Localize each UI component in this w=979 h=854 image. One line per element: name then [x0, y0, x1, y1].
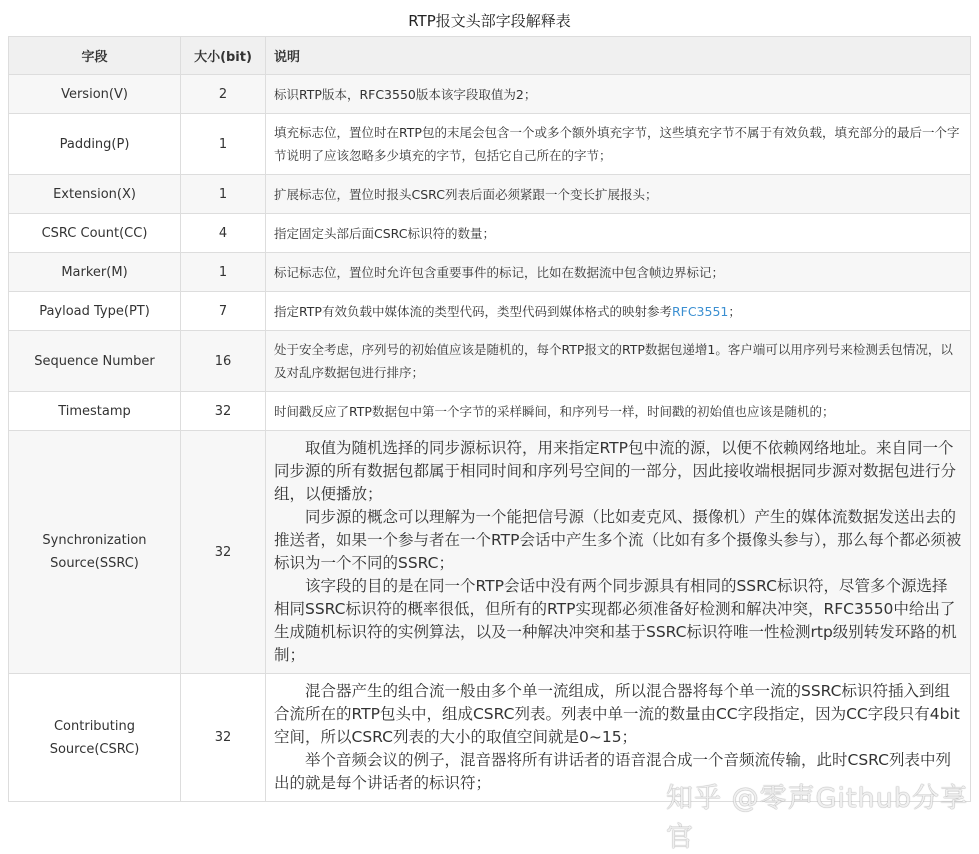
row-size: 32: [181, 431, 266, 674]
row-size: 32: [181, 392, 266, 431]
desc-paragraph: 取值为随机选择的同步源标识符，用来指定RTP包中流的源，以便不依赖网络地址。来自同一个同步源的所有数据包都属于相同时间和序列号空间的一部分，因此接收端根据同步源对数据包进行分组，以便播放；: [274, 439, 957, 503]
row-size: 2: [181, 75, 266, 114]
row-size: 1: [181, 253, 266, 292]
table-row: [9, 392, 971, 431]
row-size: 7: [181, 292, 266, 331]
row-desc: 标记标志位，置位时允许包含重要事件的标记，比如在数据流中包含帧边界标记；: [266, 253, 971, 292]
row-field: Contributing Source(CSRC): [9, 674, 181, 802]
row-desc: 处于安全考虑，序列号的初始值应该是随机的，每个RTP报文的RTP数据包递增1。客户端可以用序列号来检测丢包情况，以及对乱序数据包进行排序；: [266, 331, 971, 392]
row-field: Marker(M): [9, 253, 181, 292]
header-row: [9, 37, 971, 75]
table-row: [9, 431, 971, 674]
table-row: [9, 331, 971, 392]
desc-paragraph: 混合器产生的组合流一般由多个单一流组成，所以混合器将每个单一流的SSRC标识符插入到组合流所在的RTP包头中，组成CSRC列表。列表中单一流的数量由CC字段指定，因为CC字段只有4bit空间，所以CSRC列表的大小的取值空间就是0~15；: [274, 682, 960, 746]
row-desc: [266, 431, 971, 674]
watermark: 知乎 @零声Github分享官: [666, 783, 968, 853]
row-size: 1: [181, 114, 266, 175]
row-field: Version(V): [9, 75, 181, 114]
table-row: [9, 292, 971, 331]
row-size: 32: [181, 674, 266, 802]
row-size: 1: [181, 175, 266, 214]
desc-paragraph: 该字段的目的是在同一个RTP会话中没有两个同步源具有相同的SSRC标识符，尽管多个源选择相同SSRC标识符的概率很低，但所有的RTP实现都必须准备好检测和解决冲突，RFC3550中给出了生成随机标识符的实例算法，以及一种解决冲突和基于SSRC标识符唯一性检测rtp级别转发环路的机制；: [274, 577, 957, 664]
desc-paragraph: 举个音频会议的例子，混音器将所有讲话者的语音混合成一个音频流传输，此时CSRC列表中列出的就是每个讲话者的标识符；: [274, 751, 951, 792]
row-size: 4: [181, 214, 266, 253]
row-field: Timestamp: [9, 392, 181, 431]
desc-end: ；: [728, 303, 741, 319]
row-desc: 指定固定头部后面CSRC标识符的数量；: [266, 214, 971, 253]
rtp-header-table: [8, 36, 971, 802]
table-title: RTP报文头部字段解释表: [408, 12, 571, 30]
row-field: Synchronization Source(SSRC): [9, 431, 181, 674]
row-field: Extension(X): [9, 175, 181, 214]
header-size: 大小(bit): [181, 37, 266, 75]
row-desc: 标识RTP版本，RFC3550版本该字段取值为2；: [266, 75, 971, 114]
row-desc: 填充标志位，置位时在RTP包的末尾会包含一个或多个额外填充字节，这些填充字节不属于有效负载，填充部分的最后一个字节说明了应该忽略多少填充的字节，包括它自己所在的字节；: [266, 114, 971, 175]
rfc3551-link[interactable]: RFC3551: [671, 303, 729, 319]
header-field: 字段: [9, 37, 181, 75]
table-row: [9, 253, 971, 292]
header-desc: 说明: [266, 37, 971, 75]
table-row: [9, 214, 971, 253]
desc-paragraph: 同步源的概念可以理解为一个能把信号源（比如麦克风、摄像机）产生的媒体流数据发送出去的推送者，如果一个参与者在一个RTP会话中产生多个流（比如有多个摄像头参与），那么每个都必须被标识为一个不同的SSRC；: [274, 508, 962, 572]
row-field: Padding(P): [9, 114, 181, 175]
row-desc: [266, 292, 971, 331]
table-row: [9, 114, 971, 175]
table-row: [9, 175, 971, 214]
row-field: Sequence Number: [9, 331, 181, 392]
row-desc: 时间戳反应了RTP数据包中第一个字节的采样瞬间，和序列号一样，时间戳的初始值也应该是随机的；: [266, 392, 971, 431]
row-field: CSRC Count(CC): [9, 214, 181, 253]
row-size: 16: [181, 331, 266, 392]
desc-text: 指定RTP有效负载中媒体流的类型代码，类型代码到媒体格式的映射参考: [274, 303, 672, 319]
row-desc: 扩展标志位，置位时报头CSRC列表后面必须紧跟一个变长扩展报头；: [266, 175, 971, 214]
table-row: [9, 75, 971, 114]
row-field: Payload Type(PT): [9, 292, 181, 331]
